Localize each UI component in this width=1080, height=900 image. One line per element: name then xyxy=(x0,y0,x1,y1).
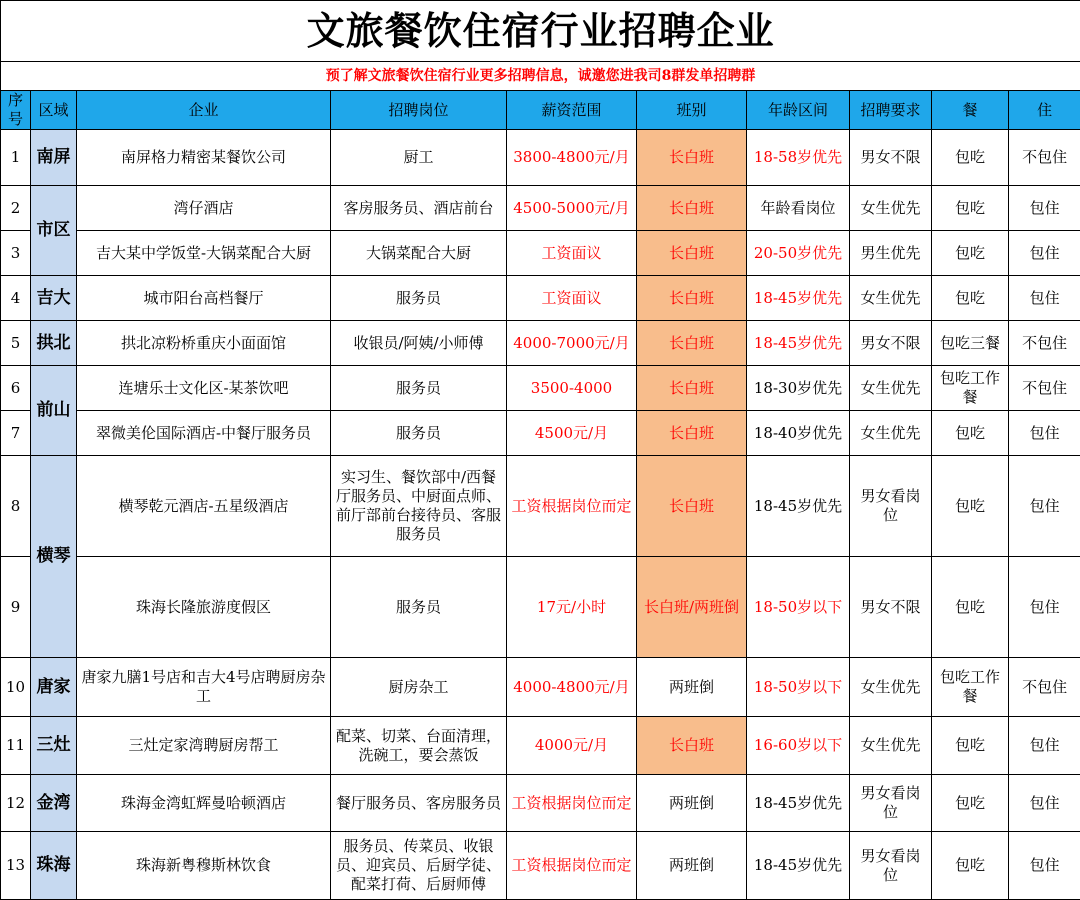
lodging-cell: 包住 xyxy=(1009,186,1080,231)
age-cell: 16-60岁以下 xyxy=(747,717,850,775)
meal-cell: 包吃工作餐 xyxy=(932,366,1009,411)
position-cell: 服务员 xyxy=(331,366,507,411)
shift-cell: 长白班 xyxy=(637,717,747,775)
company-cell: 南屏格力精密某餐饮公司 xyxy=(77,130,331,186)
shift-cell: 长白班 xyxy=(637,231,747,276)
header-meal: 餐 xyxy=(932,91,1009,130)
shift-cell: 长白班/两班倒 xyxy=(637,557,747,658)
lodging-cell: 不包住 xyxy=(1009,321,1080,366)
age-cell: 18-45岁优先 xyxy=(747,276,850,321)
salary-cell: 工资面议 xyxy=(507,276,637,321)
shift-cell: 两班倒 xyxy=(637,775,747,832)
salary-cell: 4000-4800元/月 xyxy=(507,658,637,717)
position-cell: 实习生、餐饮部中/西餐厅服务员、中厨面点师、前厅部前台接待员、客服服务员 xyxy=(331,456,507,557)
table-row xyxy=(1,130,1080,186)
position-cell: 客房服务员、酒店前台 xyxy=(331,186,507,231)
shift-cell: 两班倒 xyxy=(637,832,747,900)
header-region: 区域 xyxy=(31,91,77,130)
shift-cell: 长白班 xyxy=(637,130,747,186)
row-number: 11 xyxy=(1,717,31,775)
salary-cell: 工资根据岗位而定 xyxy=(507,456,637,557)
salary-cell: 工资根据岗位而定 xyxy=(507,775,637,832)
row-number: 7 xyxy=(1,411,31,456)
meal-cell: 包吃 xyxy=(932,456,1009,557)
position-cell: 厨房杂工 xyxy=(331,658,507,717)
meal-cell: 包吃 xyxy=(932,411,1009,456)
row-number: 12 xyxy=(1,775,31,832)
meal-cell: 包吃 xyxy=(932,775,1009,832)
company-cell: 横琴乾元酒店-五星级酒店 xyxy=(77,456,331,557)
table-row xyxy=(1,366,1080,411)
meal-cell: 包吃 xyxy=(932,832,1009,900)
salary-cell: 4000-7000元/月 xyxy=(507,321,637,366)
row-number: 4 xyxy=(1,276,31,321)
header-no: 序号 xyxy=(1,91,31,130)
position-cell: 服务员、传菜员、收银员、迎宾员、后厨学徒、配菜打荷、后厨师傅 xyxy=(331,832,507,900)
table-row xyxy=(1,411,1080,456)
region-cell: 唐家 xyxy=(31,658,77,717)
lodging-cell: 不包住 xyxy=(1009,130,1080,186)
salary-cell: 4500-5000元/月 xyxy=(507,186,637,231)
position-cell: 配菜、切菜、台面清理，洗碗工，要会蒸饭 xyxy=(331,717,507,775)
region-cell: 三灶 xyxy=(31,717,77,775)
table-row xyxy=(1,231,1080,276)
age-cell: 18-30岁优先 xyxy=(747,366,850,411)
table-row xyxy=(1,717,1080,775)
header-position: 招聘岗位 xyxy=(331,91,507,130)
salary-cell: 工资面议 xyxy=(507,231,637,276)
header-company: 企业 xyxy=(77,91,331,130)
table-row xyxy=(1,658,1080,717)
region-cell: 珠海 xyxy=(31,832,77,900)
row-number: 13 xyxy=(1,832,31,900)
meal-cell: 包吃 xyxy=(932,557,1009,658)
shift-cell: 长白班 xyxy=(637,411,747,456)
salary-cell: 17元/小时 xyxy=(507,557,637,658)
shift-cell: 长白班 xyxy=(637,321,747,366)
age-cell: 18-50岁以下 xyxy=(747,658,850,717)
company-cell: 唐家九膳1号店和吉大4号店聘厨房杂工 xyxy=(77,658,331,717)
age-cell: 18-58岁优先 xyxy=(747,130,850,186)
requirement-cell: 男女看岗位 xyxy=(850,775,932,832)
age-cell: 18-50岁以下 xyxy=(747,557,850,658)
lodging-cell: 包住 xyxy=(1009,456,1080,557)
table-row xyxy=(1,186,1080,231)
shift-cell: 两班倒 xyxy=(637,658,747,717)
table-row xyxy=(1,832,1080,900)
company-cell: 珠海长隆旅游度假区 xyxy=(77,557,331,658)
position-cell: 餐厅服务员、客房服务员 xyxy=(331,775,507,832)
salary-cell: 4000元/月 xyxy=(507,717,637,775)
position-cell: 服务员 xyxy=(331,557,507,658)
region-cell: 横琴 xyxy=(31,456,77,658)
header-shift: 班别 xyxy=(637,91,747,130)
row-number: 9 xyxy=(1,557,31,658)
lodging-cell: 不包住 xyxy=(1009,366,1080,411)
table-row xyxy=(1,276,1080,321)
company-cell: 珠海金湾虹辉曼哈顿酒店 xyxy=(77,775,331,832)
shift-cell: 长白班 xyxy=(637,186,747,231)
position-cell: 收银员/阿姨/小师傅 xyxy=(331,321,507,366)
lodging-cell: 包住 xyxy=(1009,717,1080,775)
header-requirement: 招聘要求 xyxy=(850,91,932,130)
table-row xyxy=(1,557,1080,658)
company-cell: 吉大某中学饭堂-大锅菜配合大厨 xyxy=(77,231,331,276)
region-cell: 前山 xyxy=(31,366,77,456)
requirement-cell: 女生优先 xyxy=(850,366,932,411)
meal-cell: 包吃三餐 xyxy=(932,321,1009,366)
header-salary: 薪资范围 xyxy=(507,91,637,130)
salary-cell: 工资根据岗位而定 xyxy=(507,832,637,900)
shift-cell: 长白班 xyxy=(637,366,747,411)
age-cell: 年龄看岗位 xyxy=(747,186,850,231)
lodging-cell: 包住 xyxy=(1009,231,1080,276)
row-number: 1 xyxy=(1,130,31,186)
shift-cell: 长白班 xyxy=(637,456,747,557)
position-cell: 大锅菜配合大厨 xyxy=(331,231,507,276)
salary-cell: 3800-4800元/月 xyxy=(507,130,637,186)
age-cell: 18-45岁优先 xyxy=(747,456,850,557)
age-cell: 18-40岁优先 xyxy=(747,411,850,456)
row-number: 6 xyxy=(1,366,31,411)
age-cell: 18-45岁优先 xyxy=(747,832,850,900)
region-cell: 南屏 xyxy=(31,130,77,186)
company-cell: 湾仔酒店 xyxy=(77,186,331,231)
meal-cell: 包吃 xyxy=(932,231,1009,276)
row-number: 10 xyxy=(1,658,31,717)
company-cell: 三灶定家湾聘厨房帮工 xyxy=(77,717,331,775)
requirement-cell: 男女看岗位 xyxy=(850,832,932,900)
requirement-cell: 女生优先 xyxy=(850,276,932,321)
age-cell: 18-45岁优先 xyxy=(747,775,850,832)
header-age: 年龄区间 xyxy=(747,91,850,130)
lodging-cell: 包住 xyxy=(1009,411,1080,456)
requirement-cell: 男女不限 xyxy=(850,321,932,366)
requirement-cell: 男女看岗位 xyxy=(850,456,932,557)
age-cell: 18-45岁优先 xyxy=(747,321,850,366)
meal-cell: 包吃 xyxy=(932,276,1009,321)
company-cell: 翠微美伦国际酒店-中餐厅服务员 xyxy=(77,411,331,456)
header-row xyxy=(1,91,1080,130)
requirement-cell: 女生优先 xyxy=(850,186,932,231)
lodging-cell: 不包住 xyxy=(1009,658,1080,717)
meal-cell: 包吃工作餐 xyxy=(932,658,1009,717)
requirement-cell: 女生优先 xyxy=(850,658,932,717)
requirement-cell: 男女不限 xyxy=(850,130,932,186)
region-cell: 拱北 xyxy=(31,321,77,366)
table-row xyxy=(1,321,1080,366)
position-cell: 服务员 xyxy=(331,276,507,321)
lodging-cell: 包住 xyxy=(1009,557,1080,658)
meal-cell: 包吃 xyxy=(932,717,1009,775)
requirement-cell: 男女不限 xyxy=(850,557,932,658)
header-lodging: 住 xyxy=(1009,91,1080,130)
region-cell: 金湾 xyxy=(31,775,77,832)
position-cell: 厨工 xyxy=(331,130,507,186)
requirement-cell: 女生优先 xyxy=(850,411,932,456)
lodging-cell: 包住 xyxy=(1009,832,1080,900)
subtitle-notice: 预了解文旅餐饮住宿行业更多招聘信息，诚邀您进我司8群发单招聘群 xyxy=(1,62,1080,91)
lodging-cell: 包住 xyxy=(1009,775,1080,832)
age-cell: 20-50岁优先 xyxy=(747,231,850,276)
region-cell: 市区 xyxy=(31,186,77,276)
row-number: 8 xyxy=(1,456,31,557)
salary-cell: 4500元/月 xyxy=(507,411,637,456)
row-number: 5 xyxy=(1,321,31,366)
row-number: 3 xyxy=(1,231,31,276)
meal-cell: 包吃 xyxy=(932,130,1009,186)
lodging-cell: 包住 xyxy=(1009,276,1080,321)
salary-cell: 3500-4000 xyxy=(507,366,637,411)
requirement-cell: 女生优先 xyxy=(850,717,932,775)
position-cell: 服务员 xyxy=(331,411,507,456)
company-cell: 连塘乐士文化区-某茶饮吧 xyxy=(77,366,331,411)
row-number: 2 xyxy=(1,186,31,231)
company-cell: 城市阳台高档餐厅 xyxy=(77,276,331,321)
table-row xyxy=(1,456,1080,557)
company-cell: 珠海新粤穆斯林饮食 xyxy=(77,832,331,900)
table-row xyxy=(1,775,1080,832)
requirement-cell: 男生优先 xyxy=(850,231,932,276)
company-cell: 拱北凉粉桥重庆小面面馆 xyxy=(77,321,331,366)
meal-cell: 包吃 xyxy=(932,186,1009,231)
region-cell: 吉大 xyxy=(31,276,77,321)
page-title: 文旅餐饮住宿行业招聘企业 xyxy=(1,1,1080,62)
shift-cell: 长白班 xyxy=(637,276,747,321)
